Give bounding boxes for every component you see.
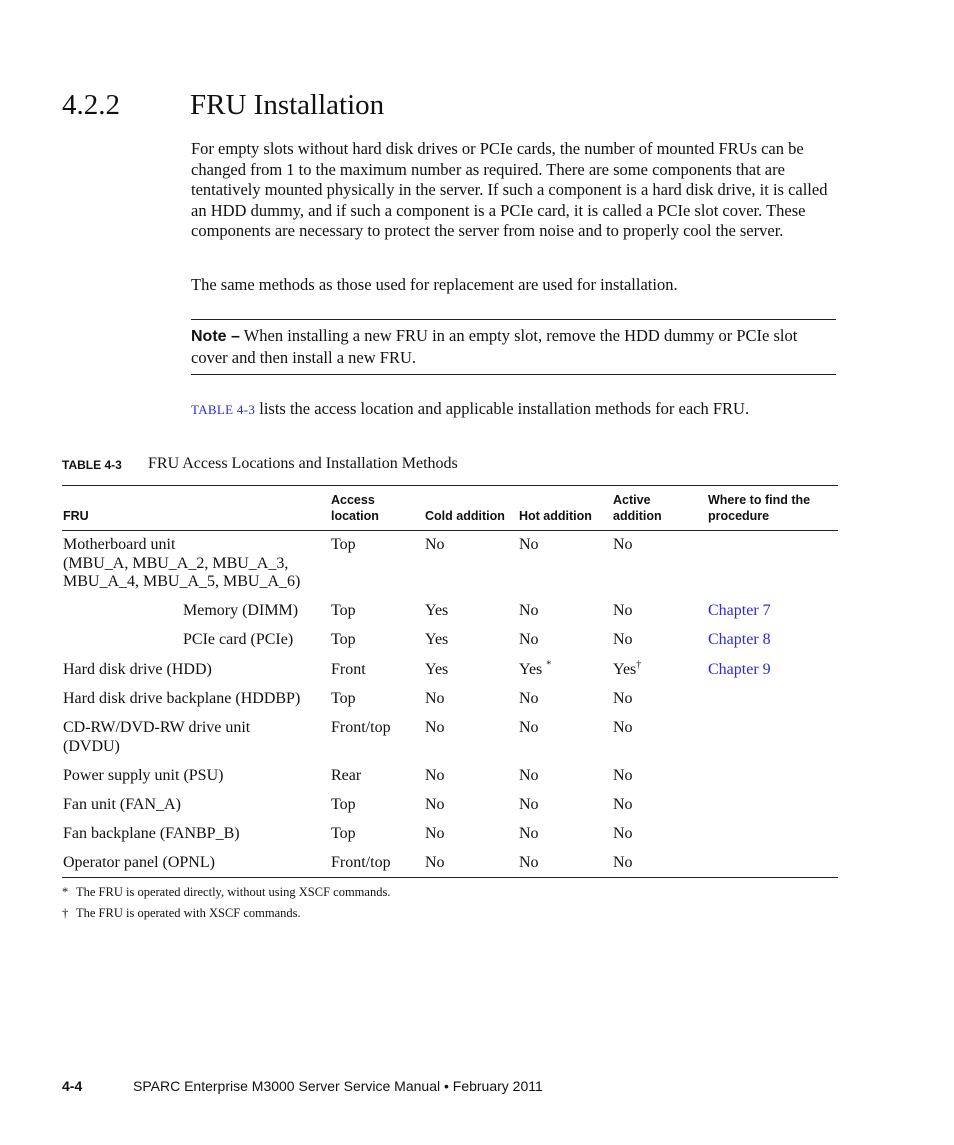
table-row-active: No — [613, 796, 633, 813]
table-row-active: No — [613, 631, 633, 648]
table-reference-paragraph — [191, 399, 836, 421]
table-row-cold: No — [425, 796, 445, 813]
table-row-fru: Fan backplane (FANBP_B) — [63, 825, 240, 842]
table-reference-link[interactable]: TABLE 4-3 — [191, 402, 256, 417]
footnote-mark-dagger: † — [636, 659, 642, 671]
note-text: When installing a new FRU in an empty slot, remove the HDD dummy or PCIe slot cover and then install a new FRU. — [191, 326, 798, 367]
table-row-fru: CD-RW/DVD-RW drive unit (DVDU) — [63, 719, 251, 755]
table-row-cold: No — [425, 825, 445, 842]
table-row-fru: Fan unit (FAN_A) — [63, 796, 181, 813]
table-row-fru: Power supply unit (PSU) — [63, 767, 224, 784]
table-row-access: Top — [331, 690, 356, 707]
table-row-cold: No — [425, 719, 445, 736]
table-header-rule — [62, 530, 838, 531]
table-row-hot: No — [519, 536, 539, 553]
note-bottom-rule — [191, 374, 836, 375]
note-top-rule — [191, 319, 836, 320]
table-row-fru: Memory (DIMM) — [183, 602, 299, 619]
note-block — [191, 326, 836, 368]
table-row-hot: No — [519, 796, 539, 813]
table-row-fru: Operator panel (OPNL) — [63, 854, 215, 871]
table-row-cold: Yes — [425, 661, 449, 678]
table-row-fru: Hard disk drive (HDD) — [63, 661, 212, 678]
table-row-access: Front — [331, 661, 366, 678]
table-row-hot: No — [519, 825, 539, 842]
table-row-active: No — [613, 536, 633, 553]
table-label: TABLE 4-3 — [62, 458, 122, 472]
header-access-location: Access location — [331, 493, 379, 523]
table-row-hot: Yes * — [519, 659, 552, 678]
header-fru: FRU — [63, 509, 89, 523]
footnote-dagger: † The FRU is operated with XSCF commands. — [62, 906, 301, 920]
table-row-hot: No — [519, 767, 539, 784]
table-caption: FRU Access Locations and Installation Methods — [148, 455, 458, 472]
footer-title: SPARC Enterprise M3000 Server Service Manual • February 2011 — [133, 1078, 543, 1094]
header-cold-addition: Cold addition — [425, 509, 505, 523]
table-row-hot: No — [519, 690, 539, 707]
table-row-fru: PCIe card (PCIe) — [183, 631, 294, 648]
table-row-active: No — [613, 602, 633, 619]
table-row-access: Top — [331, 536, 356, 553]
table-row-access: Top — [331, 825, 356, 842]
table-bottom-rule — [62, 877, 838, 878]
table-row-active: No — [613, 719, 633, 736]
table-row-access: Top — [331, 796, 356, 813]
table-row-access: Top — [331, 602, 356, 619]
header-active-addition: Active addition — [613, 493, 662, 523]
table-row-access: Front/top — [331, 719, 391, 736]
method-paragraph: The same methods as those used for replacement are used for installation. — [191, 275, 678, 294]
table-row-cold: No — [425, 767, 445, 784]
section-title: FRU Installation — [190, 89, 385, 121]
table-row-active: No — [613, 767, 633, 784]
table-row-active: No — [613, 854, 633, 871]
table-row-active: No — [613, 825, 633, 842]
table-row-hot: No — [519, 602, 539, 619]
table-row-access: Front/top — [331, 854, 391, 871]
chapter-9-link[interactable]: Chapter 9 — [708, 661, 771, 678]
table-row-cold: No — [425, 690, 445, 707]
table-row-fru: Hard disk drive backplane (HDDBP) — [63, 690, 301, 707]
table-row-hot: No — [519, 719, 539, 736]
header-where-to-find: Where to find the procedure — [708, 493, 811, 523]
table-row-hot: No — [519, 631, 539, 648]
table-row-active: No — [613, 690, 633, 707]
chapter-7-link[interactable]: Chapter 7 — [708, 602, 771, 619]
page-number: 4-4 — [62, 1078, 83, 1094]
table-row-cold: Yes — [425, 602, 449, 619]
table-row-cold: No — [425, 854, 445, 871]
table-row-cold: Yes — [425, 631, 449, 648]
table-row-access: Rear — [331, 767, 362, 784]
footnote-star: * The FRU is operated directly, without using XSCF commands. — [62, 885, 391, 899]
intro-paragraph: For empty slots without hard disk drives or PCIe cards, the number of mounted FRUs can be changed from 1 to the maximum number as required. There are some components that are tentatively mounted physically in the server. If such a component is a hard disk drive, it is called an HDD dummy, and if such a component is a PCIe card, it is called a PCIe slot cover. These components are necessary to protect the server from noise and to properly cool the server. — [191, 139, 828, 240]
table-row-hot: No — [519, 854, 539, 871]
table-row-fru: Motherboard unit (MBU_A, MBU_A_2, MBU_A_3, MBU_A_4, MBU_A_5, MBU_A_6) — [63, 536, 301, 590]
footnote-mark-star: * — [546, 659, 552, 671]
table-reference-text: lists the access location and applicable installation methods for each FRU. — [255, 399, 750, 418]
chapter-8-link[interactable]: Chapter 8 — [708, 631, 771, 648]
table-row-cold: No — [425, 536, 445, 553]
note-label: Note – — [191, 328, 240, 345]
header-hot-addition: Hot addition — [519, 509, 592, 523]
table-top-rule — [62, 485, 838, 486]
section-number: 4.2.2 — [62, 89, 120, 121]
table-row-access: Top — [331, 631, 356, 648]
table-row-active: Yes† — [613, 659, 642, 678]
